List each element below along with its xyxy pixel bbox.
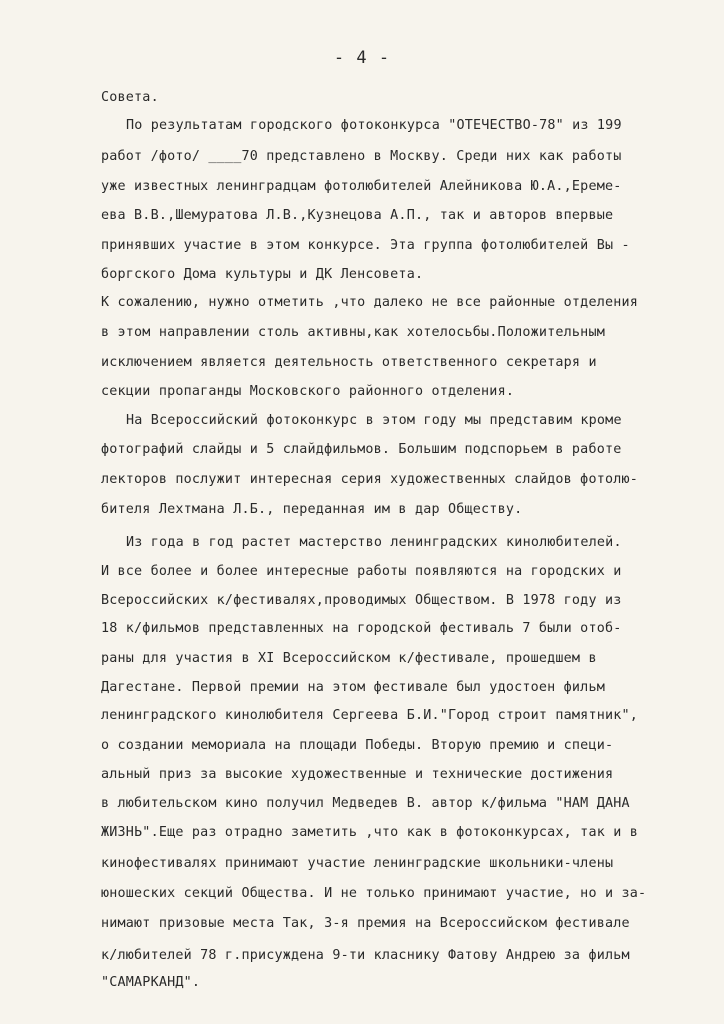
text-line: принявших участие в этом конкурсе. Эта группа фотолюбителей Вы - — [101, 238, 630, 253]
text-line: ЖИЗНЬ".Еще раз отрадно заметить ,что как в фотоконкурсах, так и в — [101, 825, 639, 840]
text-line: работ /фото/ ____70 представлено в Москву. Среди них как работы — [101, 149, 622, 164]
text-line: ева В.В.,Шемуратова Л.В.,Кузнецова А.П., так и авторов впервые — [101, 208, 614, 223]
text-line: уже известных ленинградцам фотолюбителей Алейникова Ю.А.,Ереме- — [101, 179, 622, 194]
text-line: альный приз за высокие художественные и технические достижения — [101, 767, 614, 782]
text-line: нимают призовые места Так, 3-я премия на Всероссийском фестивале — [101, 916, 630, 931]
text-line: И все более и более интересные работы появляются на городских и — [101, 564, 622, 579]
text-line: По результатам городского фотоконкурса "ОТЕЧЕСТВО-78" из 199 — [126, 118, 622, 133]
text-line: бителя Лехтмана Л.Б., переданная им в дар Обществу. — [101, 502, 523, 517]
text-line: Из года в год растет мастерство ленинградских кинолюбителей. — [126, 535, 622, 550]
text-line: о создании мемориала на площади Победы. Вторую премию и специ- — [101, 738, 614, 753]
text-line: "САМАРКАНД". — [101, 975, 201, 990]
text-line: юношеских секций Общества. И не только принимают участие, но и за- — [101, 886, 647, 901]
text-line: лекторов послужит интересная серия художественных слайдов фотолю- — [101, 472, 639, 487]
text-line: исключением является деятельность ответственного секретаря и — [101, 355, 597, 370]
text-line: боргского Дома культуры и ДК Ленсовета. — [101, 267, 424, 282]
text-line: фотографий слайды и 5 слайдфильмов. Большим подспорьем в работе — [101, 442, 622, 457]
text-line: секции пропаганды Московского районного отделения. — [101, 384, 515, 399]
text-line: в этом направлении столь активны,как хотелосьбы.Положительным — [101, 325, 605, 340]
text-line: раны для участия в XI Всероссийском к/фестивале, прошедшем в — [101, 651, 597, 666]
text-line: Всероссийских к/фестивалях,проводимых Обществом. В 1978 году из — [101, 593, 622, 608]
text-line: Совета. — [101, 90, 159, 105]
text-line: Дагестане. Первой премии на этом фестивале был удостоен фильм — [101, 680, 605, 695]
text-line: к/любителей 78 г.присуждена 9-ти класнику Фатову Андрею за фильм — [101, 948, 630, 963]
text-line: 18 к/фильмов представленных на городской фестиваль 7 были отоб- — [101, 621, 622, 636]
text-line: На Всероссийский фотоконкурс в этом году мы представим кроме — [126, 413, 622, 428]
text-line: К сожалению, нужно отметить ,что далеко не все районные отделения — [101, 295, 639, 310]
text-line: кинофестивалях принимают участие ленинградские школьники-члены — [101, 856, 614, 871]
page-number: - 4 - — [333, 48, 391, 68]
text-line: в любительском кино получил Медведев В. автор к/фильма "НАМ ДАНА — [101, 796, 630, 811]
text-line: ленинградского кинолюбителя Сергеева Б.И."Город строит памятник", — [101, 708, 639, 723]
